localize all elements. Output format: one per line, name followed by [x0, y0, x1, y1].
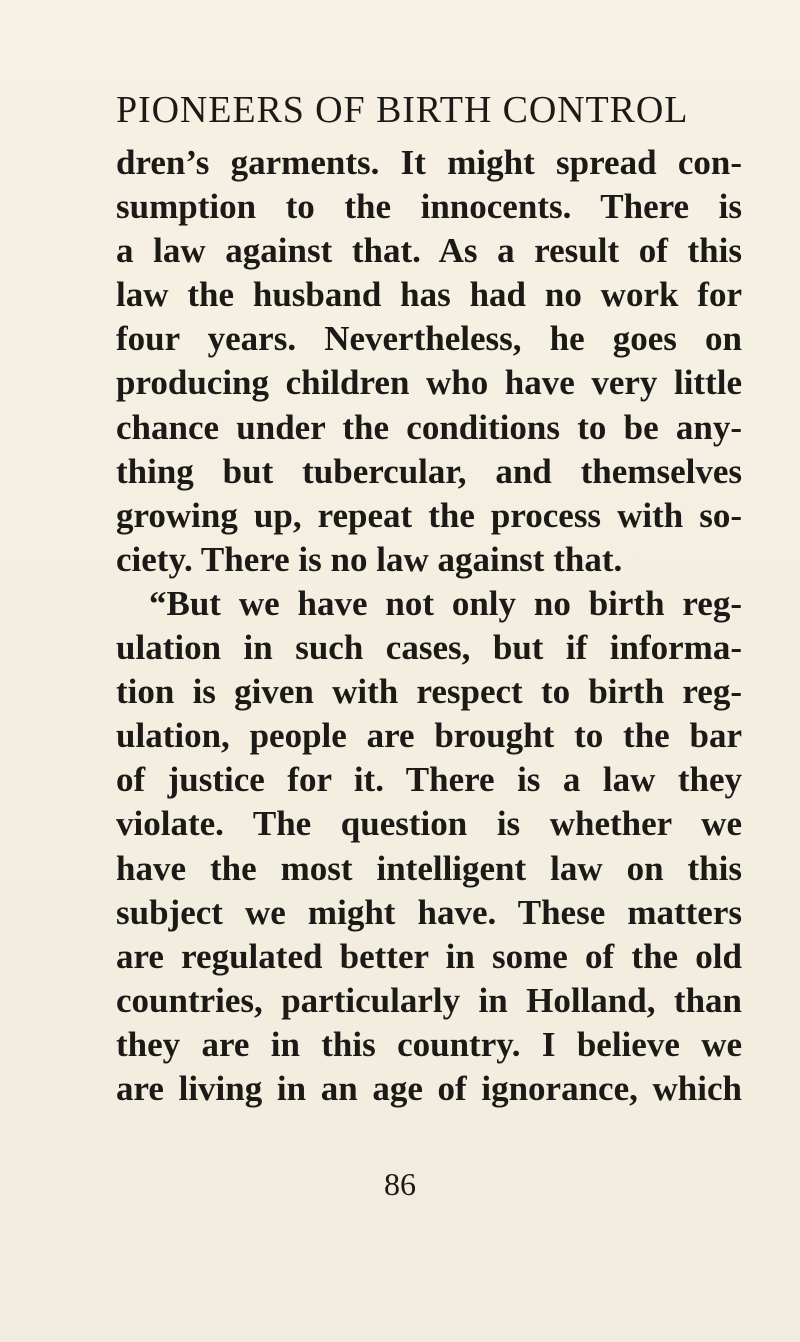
text-line: sumption to the innocents. There is — [116, 187, 742, 227]
text-line: subject we might have. These matters — [116, 892, 742, 932]
text-line: are regulated better in some of the old — [116, 936, 742, 976]
text-line: are living in an age of ignorance, which — [116, 1068, 742, 1108]
text-line: violate. The question is whether we — [116, 804, 742, 844]
text-line: tion is given with respect to birth reg- — [116, 672, 742, 712]
text-line: growing up, repeat the process with so- — [116, 495, 742, 535]
text-line: four years. Nevertheless, he goes on — [116, 319, 742, 359]
body-text — [116, 141, 742, 1111]
text-line: of justice for it. There is a law they — [116, 760, 742, 800]
text-line: dren’s garments. It might spread con- — [116, 143, 742, 182]
text-line: “But we have not only no birth reg- — [149, 583, 742, 623]
text-line: have the most intelligent law on this — [116, 848, 742, 888]
text-line: producing children who have very little — [116, 363, 742, 403]
page-number: 86 — [384, 1166, 416, 1202]
text-line: thing but tubercular, and themselves — [116, 451, 742, 491]
text-line: ulation, people are brought to the bar — [116, 716, 742, 756]
text-line: ulation in such cases, but if informa- — [116, 628, 742, 668]
text-line: ciety. There is no law against that. — [116, 539, 623, 579]
text-line: law the husband has had no work for — [116, 275, 742, 315]
text-line: a law against that. As a result of this — [116, 231, 742, 271]
text-line: countries, particularly in Holland, than — [116, 980, 742, 1020]
text-line: chance under the conditions to be any- — [116, 407, 742, 447]
text-line: they are in this country. I believe we — [116, 1024, 742, 1064]
running-title: PIONEERS OF BIRTH CONTROL — [116, 89, 689, 131]
